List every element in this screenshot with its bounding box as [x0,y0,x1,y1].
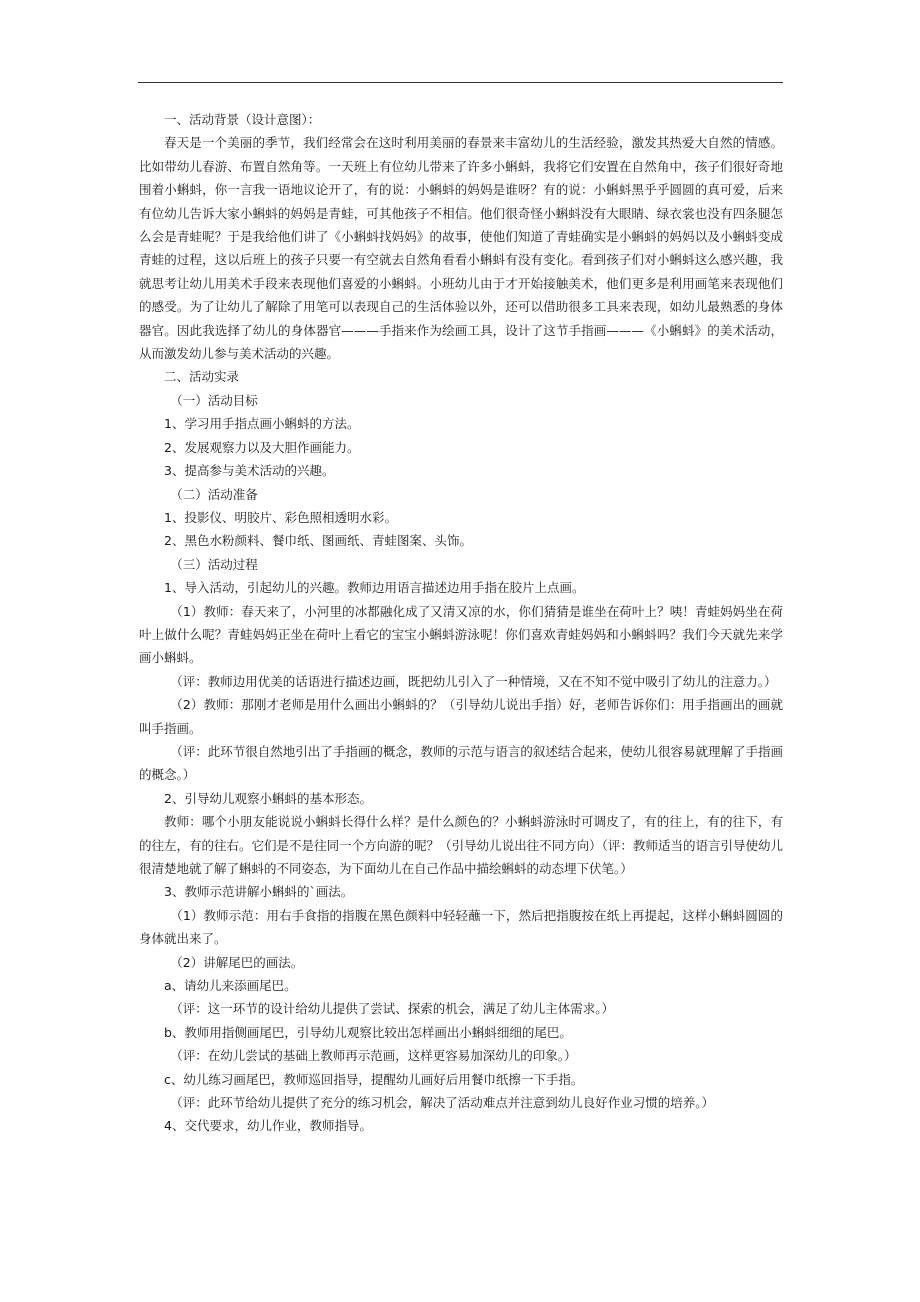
header-rule [138,82,783,83]
document-body [139,108,783,1138]
process-substep: c、幼儿练习画尾巴，教师巡回指导，提醒幼儿画好后用餐巾纸擦一下手指。 [164,1071,584,1087]
process-step-text: 教师：哪个小朋友能说说小蝌蚪长得什么样？是什么颜色的？小蝌蚪游泳时可调皮了，有的往上，有的往下，有的往左，有的往右。它们是不是往同一个方向游的呢？（引导幼儿说出往不同方向）（评：教师适当的语言引导使幼儿很清楚地就了解了蝌蚪的不同姿态，为下面幼儿在自己作品中描绘蝌蚪的动态埋下伏笔。） [139,814,783,876]
process-substep: （2）教师：那刚才老师是用什么画出小蝌蚪的？（引导幼儿说出手指）好，老师告诉你们：用手指画出的画就叫手指画。 [139,697,783,736]
comment-paragraph: （评：此环节给幼儿提供了充分的练习机会，解决了活动难点并注意到幼儿良好作业习惯的培养。） [170,1095,715,1111]
process-substep: b、教师用指侧画尾巴，引导幼儿观察比较出怎样画出小蝌蚪细细的尾巴。 [164,1024,572,1040]
subheading-process: （三）活动过程 [170,556,258,572]
comment-paragraph: （评：此环节很自然地引出了手指画的概念，教师的示范与语言的叙述结合起来，使幼儿很容易就理解了手指画的概念。） [139,743,783,783]
comment-paragraph: （评：教师边用优美的话语进行描述边画，既把幼儿引入了一种情境，又在不知不觉中吸引了幼儿的注意力。） [170,673,777,689]
section-heading-background: 一、活动背景（设计意图）： [164,112,321,127]
subheading-goals: （一）活动目标 [170,392,258,408]
process-step: 3、教师示范讲解小蝌蚪的`画法。 [164,884,354,900]
section-heading-record: 二、活动实录 [164,369,240,385]
process-step: 2、引导幼儿观察小蝌蚪的基本形态。 [164,790,372,806]
process-step: 1、导入活动，引起幼儿的兴趣。教师边用语言描述边用手指在胶片上点画。 [164,580,585,596]
goal-item: 2、发展观察力以及大胆作画能力。 [164,439,360,455]
comment-paragraph: （评：这一环节的设计给幼儿提供了尝试、探索的机会，满足了幼儿主体需求。） [170,1001,615,1017]
goal-item: 1、学习用手指点画小蝌蚪的方法。 [164,416,360,432]
process-substep: （1）教师：春天来了，小河里的冰都融化成了又清又凉的水，你们猜猜是谁坐在荷叶上？咦！青蛙妈妈坐在荷叶上做什么呢？青蛙妈妈正坐在荷叶上看它的宝宝小蝌蚪游泳呢！你们喜欢青蛙妈妈和小蝌蚪吗？我们今天就先来学画小蝌蚪。 [139,603,783,666]
goal-item: 3、提高参与美术活动的兴趣。 [164,463,335,479]
comment-paragraph: （评：在幼儿尝试的基础上教师再示范画，这样更容易加深幼儿的印象。） [170,1048,577,1064]
background-paragraph: 春天是一个美丽的季节，我们经常会在这时利用美丽的春景来丰富幼儿的生活经验，激发其热爱大自然的情感。比如带幼儿春游、布置自然角等。一天班上有位幼儿带来了许多小蝌蚪，我将它们安置在自然角中，孩子们很好奇地围着小蝌蚪，你一言我一语地议论开了，有的说：小蝌蚪的妈妈是谁呀？有的说：小蝌蚪黑乎乎圆圆的真可爱，后来有位幼儿告诉大家小蝌蚪的妈妈是青蛙，可其他孩子不相信。他们很奇怪小蝌蚪没有大眼睛、绿衣裳也没有四条腿怎么会是青蛙呢？于是我给他们讲了《小蝌蚪找妈妈》的故事，使他们知道了青蛙确实是小蝌蚪的妈妈以及小蝌蚪变成青蛙的过程，这以后班上的孩子只要一有空就去自然角看看小蝌蚪有没有变化。看到孩子们对小蝌蚪这么感兴趣，我就思考让幼儿用美术手段来表现他们喜爱的小蝌蚪。小班幼儿由于才开始接触美术，他们更多是利用画笔来表现他们的感受。为了让幼儿了解除了用笔可以表现自己的生活体验以外，还可以借助很多工具来表现，如幼儿最熟悉的身体器官。因此我选择了幼儿的身体器官———手指来作为绘画工具，设计了这节手指画———《小蝌蚪》的美术活动，从而激发幼儿参与美术活动的兴趣。 [139,135,783,362]
process-substep: （1）教师示范：用右手食指的指腹在黑色颜料中轻轻蘸一下，然后把指腹按在纸上再提起，这样小蝌蚪圆圆的身体就出来了。 [139,907,783,947]
process-substep: a、请幼儿来添画尾巴。 [164,978,297,994]
subheading-preparation: （二）活动准备 [170,486,258,502]
prep-item: 1、投影仪、明胶片、彩色照相透明水彩。 [164,509,397,525]
process-substep: （2）讲解尾巴的画法。 [170,954,304,970]
prep-item: 2、黑色水粉颜料、餐巾纸、图画纸、青蛙图案、头饰。 [164,533,472,549]
process-step: 4、交代要求，幼儿作业，教师指导。 [164,1118,372,1134]
